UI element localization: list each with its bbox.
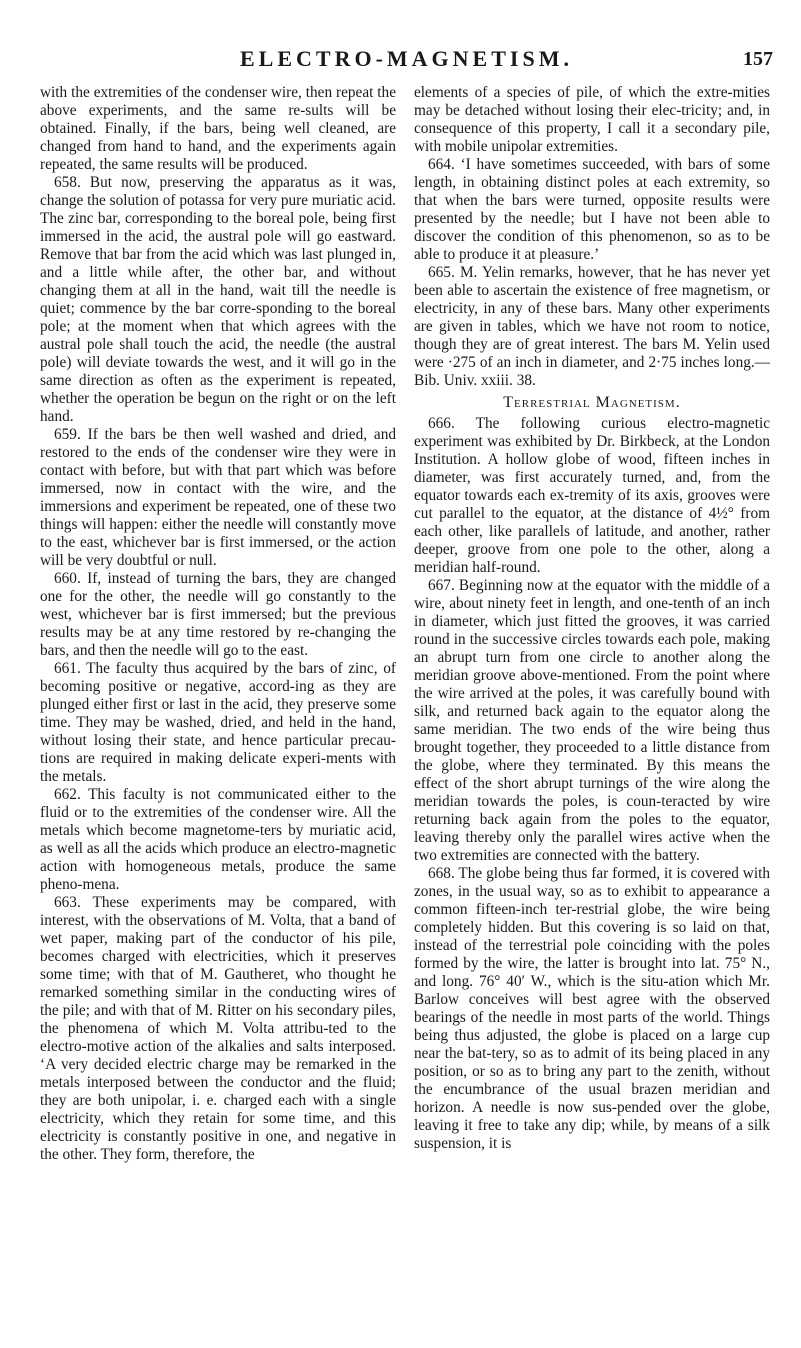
paragraph-continued: with the extremities of the condenser wire, then repeat the above experiments, and the same re-sults will be obtained. Finally, if the bars, being well cleaned, are changed from hand to hand, and the experiments again repeated, the same results will be produced. xyxy=(40,84,396,173)
running-head: ELECTRO-MAGNETISM. xyxy=(240,46,573,71)
paragraph-665: 665. M. Yelin remarks, however, that he has never yet been able to ascertain the existence of free magnetism, or electricity, in any of these bars. Many other experiments are given in tables, which we have not room to notice, though they are of great interest. The bars M. Yelin used were ·275 of an inch in diameter, and 2·75 inches long.—Bib. Univ. xxiii. 38. xyxy=(414,264,770,389)
paragraph-667: 667. Beginning now at the equator with the middle of a wire, about ninety feet in length, and one-tenth of an inch in diameter, which just fitted the grooves, it was carried round in the successive circles towards each pole, making an abrupt turn from one circle to another along the meridian groove above-mentioned. From the point where the wire arrived at the poles, it was carefully bound with silk, and returned back again to the equator along the same meridian. The two ends of the wire being thus brought together, they proceeded to a little distance from the globe, where they terminated. By this means the effect of the short abrupt turnings of the wire along the meridian towards the poles, is coun-teracted by wire returning back again from the poles to the equator, leaving thereby only the parallel wires active when the two extremities are connected with the battery. xyxy=(414,577,770,864)
paragraph-659: 659. If the bars be then well washed and dried, and restored to the ends of the condenser wire they were in contact with before, but with that part which was before immersed, now in contact with the wire, and the immersions and experiment be repeated, one of these two things will happen: either the needle will constantly move to the east, whichever bar is first immersed, or the action will be very doubtful or null. xyxy=(40,426,396,569)
paragraph-661: 661. The faculty thus acquired by the bars of zinc, of becoming positive or negative, accord-ing as they are plunged either first or last in the acid, they preserve some time. They may be washed, dried, and held in the hand, without losing their state, and hence particular precau-tions are required in making delicate experi-ments with the metals. xyxy=(40,660,396,785)
paragraph-668: 668. The globe being thus far formed, it is covered with zones, in the usual way, so as to exhibit to appearance a common fifteen-inch ter-restrial globe, the wire being completely hidden. But this covering is so laid on that, instead of the terrestrial pole coinciding with the poles formed by the wire, the latter is brought into lat. 75° N., and long. 76° 40′ W., which is the situ-ation which Mr. Barlow conceives will best agree with the observed bearings of the needle in most parts of the world. Things being thus adjusted, the globe is placed on a large cup near the bat-tery, so as to admit of its being placed in any position, or so as to bring any part to the zenith, without the encumbrance of the usual brazen meridian and horizon. A needle is now sus-pended over the globe, leaving it free to take any dip; while, by means of a silk suspension, it is xyxy=(414,865,770,1152)
paragraph-666: 666. The following curious electro-magnetic experiment was exhibited by Dr. Birkbeck, at the London Institution. A hollow globe of wood, fifteen inches in diameter, was first accurately turned, and, from the equator towards each ex-tremity of its axis, grooves were cut parallel to the equator, at the distance of 4½° from each other, like parallels of latitude, and another, rather deeper, groove from one pole to the other, along a meridian half-round. xyxy=(414,415,770,576)
paragraph-663: 663. These experiments may be compared, with interest, with the observations of M. Volta, that a band of wet paper, making part of the conductor of his pile, becomes charged with electricities, which it preserves some time; with that of M. Gautheret, who thought he remarked something similar in the conducting wires of the pile; and with that of M. Ritter on his secondary piles, the phenomena of which M. Volta attribu-ted to the electro-motive action of the alkalies and salts interposed. ‘A very decided electric charge may be remarked in the metals interposed between the conductor and the fluid; they are both unipolar, i. e. charged each with a single electricity, which they retain for some time, and this electricity is constantly positive in one, and negative in the other. They form, therefore, the xyxy=(40,894,396,1163)
paragraph-664: 664. ‘I have sometimes succeeded, with bars of some length, in obtaining distinct poles at each extremity, so that when the bars were turned, opposite results were presented by the needle; but I have not been able to discover the condition of this phenomenon, so as to be able to produce it at pleasure.’ xyxy=(414,156,770,263)
section-heading: Terrestrial Magnetism. xyxy=(503,394,681,411)
right-column xyxy=(414,84,770,1153)
paragraph-662: 662. This faculty is not communicated either to the fluid or to the extremities of the condenser wire. All the metals which become magnetome-ters by muriatic acid, as well as all the acids which produce an electro-magnetic action with homogeneous metals, produce the same pheno-mena. xyxy=(40,786,396,893)
paragraph-continued-right: elements of a species of pile, of which the extre-mities may be detached without losing their elec-tricity; and, in consequence of this property, I call it a secondary pile, with mobile unipolar extremities. xyxy=(414,84,770,155)
paragraph-660: 660. If, instead of turning the bars, they are changed one for the other, the needle will go constantly to the west, whichever bar is first immersed; but the previous results may be at any time restored by re-changing the bars, and then the needle will go to the east. xyxy=(40,570,396,659)
page-header xyxy=(36,46,777,80)
paragraph-658: 658. But now, preserving the apparatus as it was, change the solution of potassa for very pure muriatic acid. The zinc bar, corresponding to the boreal pole, being first immersed in the acid, the austral pole will go eastward. Remove that bar from the acid which was last plunged in, and a little while after, the other bar, and without changing them at all in the hand, wait till the needle is quiet; commence by the bar corre-sponding to the boreal pole; at the moment when that which agrees with the austral pole shall touch the acid, the needle (the austral pole) will deviate towards the west, and it will go in the same direction as often as the experiment is repeated, whether the operation be begun on the right or on the left hand. xyxy=(40,174,396,425)
page-number: 157 xyxy=(743,48,773,70)
left-column xyxy=(40,84,396,1164)
